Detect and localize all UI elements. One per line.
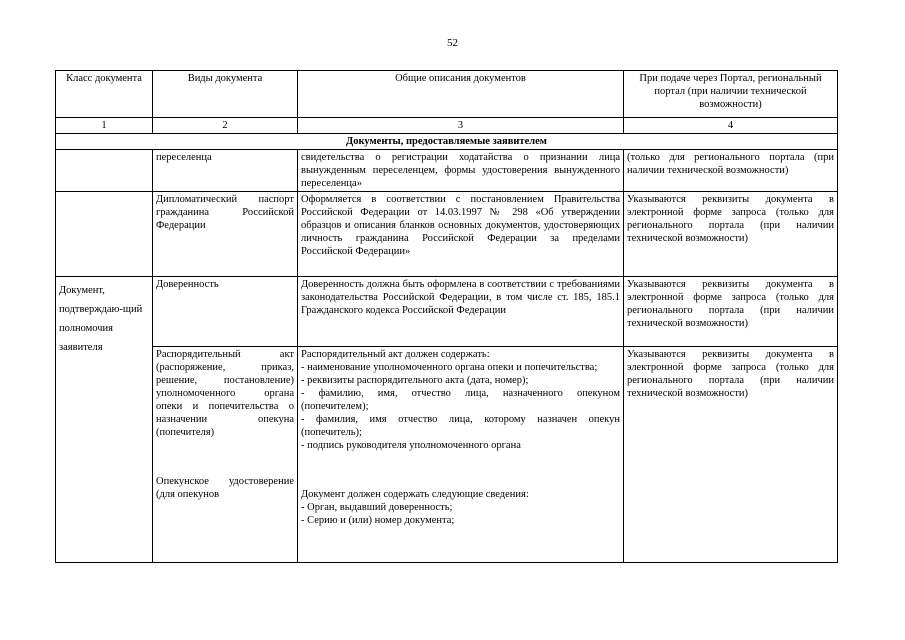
description-cell: свидетельства о регистрации ходатайства о признании лица вынужденным переселенцем, формы удостоверения вынужденного переселенца» [298, 150, 624, 192]
table-row [56, 192, 838, 277]
table-row [56, 150, 838, 192]
doc-type-cell: Доверенность [153, 277, 298, 347]
description-line: - подпись руководителя уполномоченного органа [301, 440, 521, 451]
doc-class-cell [56, 192, 153, 277]
portal-cell: (только для регионального портала (при наличии технической возможности) [624, 150, 838, 192]
column-number-row [56, 118, 838, 134]
description-line: - фамилия, имя отчество лица, которому назначен опекун (попечитель); [301, 414, 620, 438]
header-portal: При подаче через Портал, региональный портал (при наличии технической возможности) [624, 71, 838, 118]
description-line: Документ должен содержать следующие сведения: [301, 489, 529, 500]
description-line: - наименование уполномоченного органа опеки и попечительства; [301, 362, 598, 373]
doc-class-cell: Документ, подтверждаю-щий полномочия заявителя [56, 277, 153, 563]
description-line: - фамилию, имя, отчество лица, назначенного опекуном (попечителем); [301, 388, 620, 412]
page-number: 52 [447, 37, 458, 49]
description-line: Распорядительный акт должен содержать: [301, 349, 490, 360]
description-cell [298, 347, 624, 563]
doc-type-text: Распорядительный акт (распоряжение, приказ, решение, постановление) уполномоченного органа опеки и попечительства о назначении опекуна (попечителя) [156, 349, 294, 438]
portal-cell: Указываются реквизиты документа в электронной форме запроса (только для регионального портала (при наличии технической возможности) [624, 192, 838, 277]
table-header-row [56, 71, 838, 118]
column-number: 1 [56, 118, 153, 134]
column-number: 3 [298, 118, 624, 134]
doc-type-cell [153, 347, 298, 563]
portal-cell: Указываются реквизиты документа в электронной форме запроса (только для регионального портала (при наличии технической возможности) [624, 347, 838, 563]
column-number: 4 [624, 118, 838, 134]
doc-type-cell: Дипломатический паспорт гражданина Российской Федерации [153, 192, 298, 277]
doc-class-cell [56, 150, 153, 192]
description-line: - Орган, выдавший доверенность; [301, 502, 453, 513]
header-description: Общие описания документов [298, 71, 624, 118]
section-header-row [56, 134, 838, 150]
doc-type-cell: переселенца [153, 150, 298, 192]
table-row [56, 277, 838, 347]
documents-table [55, 70, 838, 563]
description-line: - Серию и (или) номер документа; [301, 515, 455, 526]
description-cell: Доверенность должна быть оформлена в соответствии с требованиями законодательства Российской Федерации, в том числе ст. 185, 185.1 Гражданского кодекса Российской Федерации [298, 277, 624, 347]
header-doc-class: Класс документа [56, 71, 153, 118]
table-row [56, 347, 838, 563]
doc-type-text-2: Опекунское удостоверение (для опекунов [156, 476, 294, 500]
header-doc-type: Виды документа [153, 71, 298, 118]
description-line: - реквизиты распорядительного акта (дата, номер); [301, 375, 529, 386]
portal-cell: Указываются реквизиты документа в электронной форме запроса (только для регионального портала (при наличии технической возможности) [624, 277, 838, 347]
description-cell: Оформляется в соответствии с постановлением Правительства Российской Федерации от 14.03.1997 № 298 «Об утверждении образцов и описания бланков основных документов, удостоверяющих личность гражданина Российской Федерации за пределами Российской Федерации» [298, 192, 624, 277]
column-number: 2 [153, 118, 298, 134]
section-title: Документы, предоставляемые заявителем [56, 134, 838, 150]
